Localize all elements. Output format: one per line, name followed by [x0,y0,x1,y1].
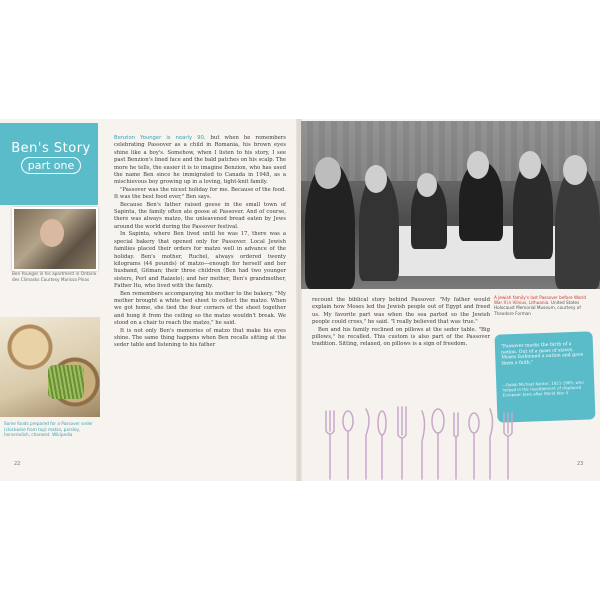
story-subtitle: part one [6,159,96,172]
face-shape [40,219,64,247]
photo-ben-caption: Ben Younger in his apartment in Ontario des Climasks Courtesy Marissa Pinas [12,271,97,282]
paragraph: recount the biblical story behind Passover. "My father would explain how Moses led the Jewish people out of Egypt and freed us. My favorite part was when the sea parted so the Jewish people could cross," he said. "I really believed that was true." [312,297,490,326]
family-photo-caption: A Jewish family's last Passover before World War II in Vilnius, Lithuania. United States Holocaust Memorial Museum, courtesy of Theodore Forman [494,295,586,316]
head-shape [365,165,387,193]
paragraph: Ben and his family reclined on pillows at the seder table. "Big pillows," he recalled. This custom is also part of the Passover tradition. Sitting, relaxed, on pillows is a sign of freedom. [312,326,490,348]
paragraph: Ben remembers accompanying his mother to the bakery. "My mother brought a white bed sheet to collect the matzo. When we got home, she tied the four corners of the sheet together and hung it from the ceiling so the matzo wouldn't break. We stood on a chair to reach the matzo," he said. [114,290,286,327]
head-shape [417,173,437,197]
paragraph: "Passover was the nicest holiday for me. Because of the food. It was the best food ever," Ben says. [114,186,286,201]
paragraph: In Sapinta, where Ben lived until he was 17, there was a special bakery that opened only for Passover. Local Jewish families placed their orders for matzo well in advance of the holiday. Ben's mother, Ruchel, always ordered twenty kilograms (44 pounds) of matzo—enough for herself and her husband, Gitman; their three children (Ben had two younger sisters, Perl and Raizele); and her mother, Ben's grandmother, Father Itu, who lived with the family. [114,231,286,290]
paragraph: Because Ben's father raised geese in the small town of Sapinta, the family often ate goose at Passover. And of course, there was always matzo, the unleavened bread eaten by Jews around the world during the Passover festival. [114,201,286,230]
right-text-column [312,297,490,349]
left-text-column [114,135,286,350]
story-title: Ben's Story [11,141,91,156]
parsley-shape [48,365,84,399]
page-number-right: 23 [577,461,584,467]
photo-passover-foods [0,317,100,417]
utensils-illustration [318,401,518,481]
wallpaper [301,121,600,181]
photo-family-seder [301,121,600,289]
head-shape [519,151,541,179]
quote-attribution: —Rabbi Michael Kantor, 1921-1985, who helped in the resettlement of displaced European Jews after World War II [502,379,584,398]
head-shape [563,155,587,185]
paragraph: Benzion Younger is nearly 90, but when he remembers celebrating Passover as a child in Romania, his brown eyes shine like a boy's. Somehow, when I listen to his story, I see past Benzion's lined face and the bald patches on his scalp. The more he tells, the easier it is to imagine Benzion, who has used the name Ben since he immigrated to Canada in 1948, as a mischievous boy growing up in a loving, tight-knit family. [114,135,286,186]
page-number-left: 22 [14,461,21,467]
photo-food-caption: Some foods prepared for a Passover seder (clockwise from top) matzo, parsley, horseradish, charoset. Wikipedia [4,421,93,437]
book-spread [0,119,600,481]
paragraph: It is not only Ben's memories of matzo that make his eyes shine. The same thing happens when Ben recalls sitting at the seder table and listening to his father [114,327,286,349]
head-shape [315,157,341,189]
photo-ben-younger [12,207,98,271]
title-tab [0,123,98,205]
left-page [0,119,297,481]
utensils-icon [318,401,518,481]
quote-text: "Passover marks the birth of a nation. Out of a mass of slaves, Moses fashioned a nation and gave them a faith." [500,342,584,367]
head-shape [467,151,489,179]
lead-in: Benzion Younger is nearly 90, [114,135,206,141]
